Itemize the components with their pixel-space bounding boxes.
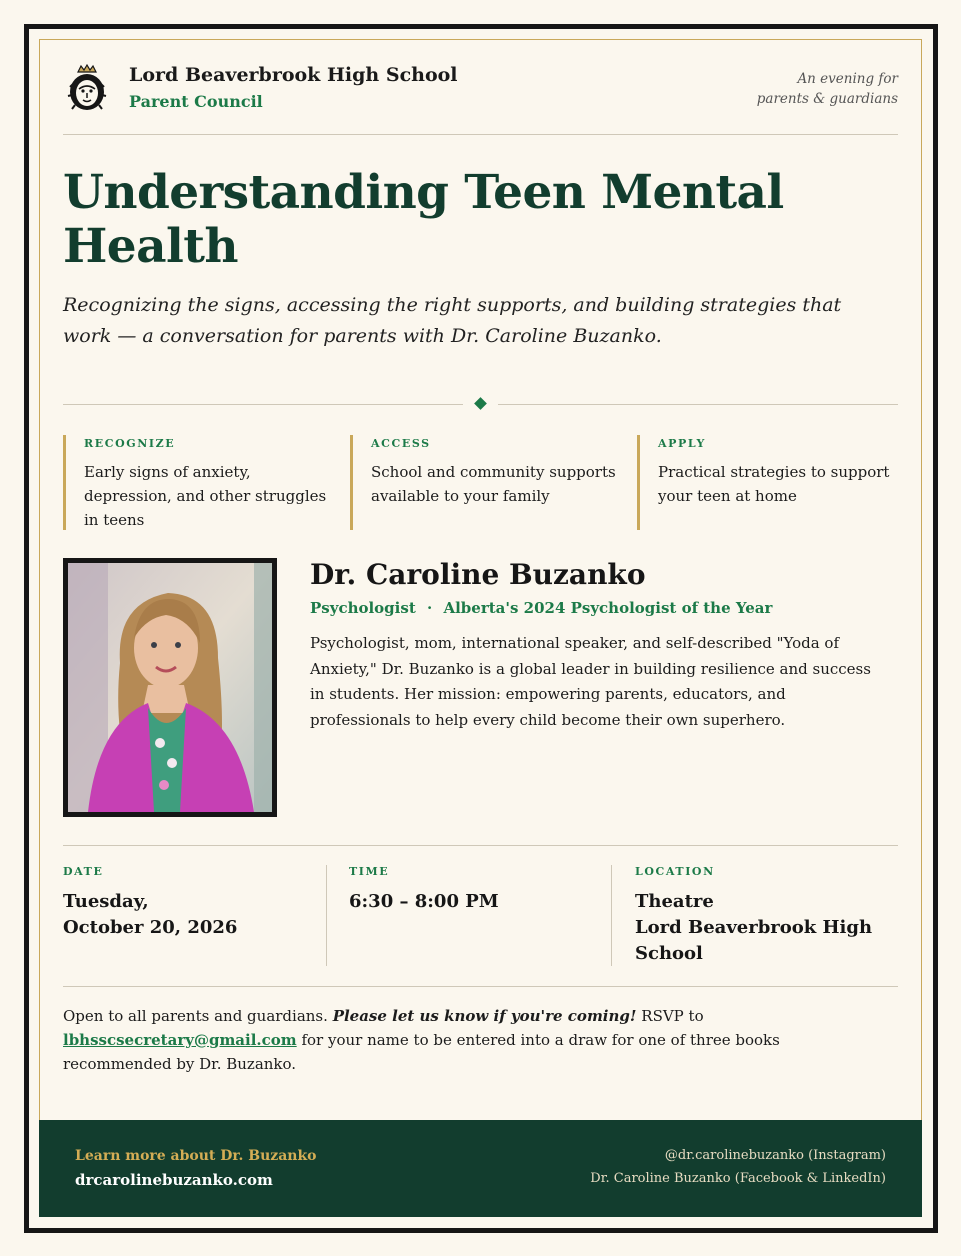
- footer-social: [590, 1144, 886, 1190]
- pillar-text: School and community supports available to your family: [371, 463, 616, 505]
- speaker-role: [310, 599, 772, 617]
- event-location: [635, 865, 890, 966]
- time-label: TIME: [349, 865, 390, 878]
- details-separator: [611, 865, 612, 966]
- evening-tagline: [698, 69, 898, 109]
- rsvp-text: [63, 1004, 883, 1076]
- details-separator: [326, 865, 327, 966]
- footer-facebook-linkedin[interactable]: Dr. Caroline Buzanko (Facebook & LinkedIn): [590, 1171, 886, 1186]
- event-title: Understanding Teen Mental Health: [63, 165, 784, 274]
- location-school: Lord Beaverbrook High School: [635, 917, 873, 964]
- tagline-line-2: parents & guardians: [756, 91, 898, 107]
- footer-instagram[interactable]: @dr.carolinebuzanko (Instagram): [664, 1148, 886, 1163]
- school-name: Lord Beaverbrook High School: [129, 64, 458, 86]
- details-top-divider: [63, 845, 898, 846]
- pillar-heading: ACCESS: [371, 437, 431, 450]
- event-subtitle: Recognizing the signs, accessing the right supports, and building strategies that work — a conversation for parents with Dr. Caroline Buzanko.: [63, 294, 842, 347]
- header-divider: [63, 134, 898, 135]
- rsvp-to: RSVP to: [641, 1007, 704, 1025]
- pillar-text: Early signs of anxiety, depression, and other struggles in teens: [84, 463, 327, 529]
- rsvp-email-link[interactable]: lbhsscsecretary@gmail.com: [63, 1031, 297, 1049]
- footer-learn-more: Learn more about Dr. Buzanko: [75, 1148, 317, 1164]
- speaker-name: Dr. Caroline Buzanko: [310, 558, 646, 591]
- location-label: LOCATION: [635, 865, 715, 878]
- location-value: [635, 889, 890, 967]
- tagline-line-1: An evening for: [797, 71, 898, 87]
- lion-crest-icon: [66, 63, 108, 115]
- role-separator: ·: [426, 599, 433, 617]
- date-full: October 20, 2026: [63, 917, 238, 938]
- speaker-award: Alberta's 2024 Psychologist of the Year: [443, 599, 773, 617]
- time-value: 6:30 – 8:00 PM: [349, 891, 499, 912]
- footer-bar: [39, 1120, 922, 1217]
- rsvp-emphasis: Please let us know if you're coming!: [332, 1007, 637, 1025]
- date-label: DATE: [63, 865, 104, 878]
- details-bottom-divider: [63, 986, 898, 987]
- rsvp-rest: for your name to be entered into a draw for one of three books recommended by Dr. Buzanko.: [63, 1031, 780, 1073]
- footer-website-link[interactable]: drcarolinebuzanko.com: [75, 1171, 273, 1189]
- speaker-profession: Psychologist: [310, 599, 416, 617]
- event-date: [63, 865, 313, 966]
- pillar-access: [350, 435, 620, 530]
- council-name: Parent Council: [129, 92, 263, 111]
- speaker-photo: [63, 558, 277, 817]
- rsvp-intro: Open to all parents and guardians.: [63, 1007, 328, 1025]
- ornament-rule-right: [498, 404, 898, 405]
- date-weekday: Tuesday,: [63, 891, 149, 912]
- location-venue: Theatre: [635, 891, 714, 912]
- date-value: [63, 889, 313, 941]
- pillar-heading: APPLY: [658, 437, 706, 450]
- speaker-bio: Psychologist, mom, international speaker, and self-described "Yoda of Anxiety," Dr. Buzanko is a global leader in building resilience and success in students. Her mission: empowering parents, educators, and professionals to help every child become their own superhero.: [310, 634, 871, 729]
- ornament-rule-left: [63, 404, 463, 405]
- pillar-heading: RECOGNIZE: [84, 437, 176, 450]
- pillar-apply: [637, 435, 907, 530]
- pillar-recognize: [63, 435, 333, 530]
- event-time: [349, 865, 599, 966]
- pillar-text: Practical strategies to support your teen at home: [658, 463, 890, 505]
